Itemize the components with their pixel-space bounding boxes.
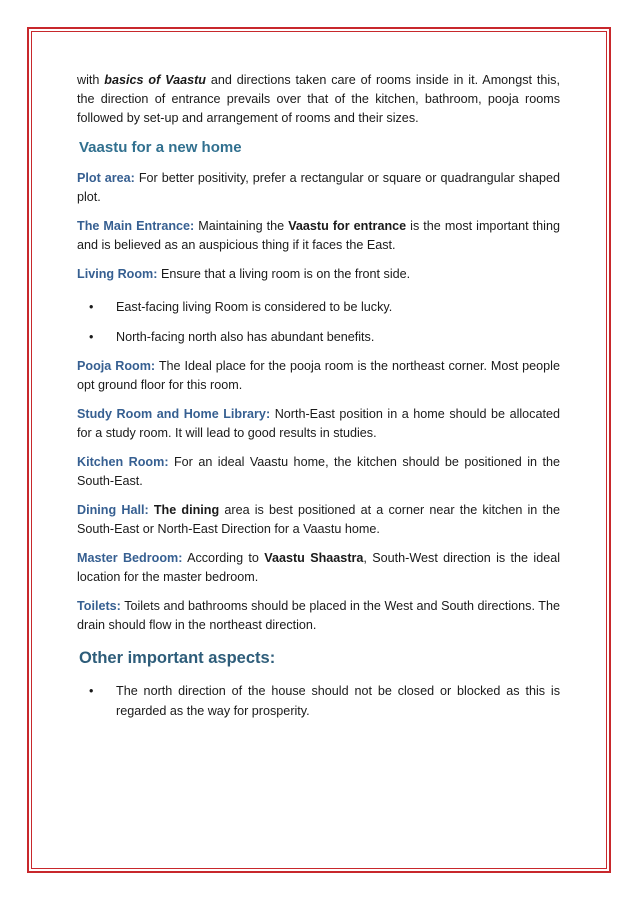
bullet-icon: • (89, 330, 94, 344)
list-item: • The north direction of the house should not be closed or blocked as this is regarded as the way for prosperity. (77, 681, 560, 721)
dining-hall-label: Dining Hall: (77, 503, 149, 517)
document-body (77, 71, 560, 732)
main-entrance-label: The Main Entrance: (77, 219, 195, 233)
kitchen-room-paragraph: Kitchen Room: For an ideal Vaastu home, the kitchen should be positioned in the South-East. (77, 455, 560, 488)
living-room-paragraph: Living Room: Ensure that a living room is on the front side. (77, 267, 411, 281)
plot-area-label: Plot area: (77, 171, 135, 185)
living-room-list (77, 298, 560, 347)
master-bedroom-label: Master Bedroom: (77, 551, 183, 565)
bullet-icon: • (89, 300, 94, 314)
pooja-room-label: Pooja Room: (77, 359, 156, 373)
main-entrance-paragraph: The Main Entrance: Maintaining the Vaastu for entrance is the most important thing and is believed as an auspicious thing if it faces the East. (77, 219, 560, 252)
other-aspects-list (77, 681, 560, 721)
section-heading-new-home: Vaastu for a new home (79, 139, 242, 156)
section-heading-other-aspects: Other important aspects: (79, 649, 276, 667)
master-bedroom-paragraph: Master Bedroom: According to Vaastu Shaastra, South-West direction is the ideal location for the master bedroom. (77, 551, 561, 584)
living-room-label: Living Room: (77, 267, 158, 281)
kitchen-room-label: Kitchen Room: (77, 455, 169, 469)
list-item: • East-facing living Room is considered to be lucky. (77, 298, 560, 317)
list-item: • North-facing north also has abundant benefits. (77, 328, 560, 347)
toilets-label: Toilets: (77, 599, 121, 613)
intro-paragraph: with basics of Vaastu and directions taken care of rooms inside in it. Amongst this, the direction of entrance prevails over that of the kitchen, bathroom, pooja rooms followed by set-up and arrangement of rooms and their sizes. (77, 73, 560, 125)
bullet-icon: • (89, 684, 94, 698)
plot-area-paragraph: Plot area: For better positivity, prefer a rectangular or square or quadrangular shaped plot. (77, 171, 560, 204)
intro-emphasis: basics of Vaastu (104, 73, 206, 87)
study-room-label: Study Room and Home Library: (77, 407, 271, 421)
study-room-paragraph: Study Room and Home Library: North-East position in a home should be allocated for a study room. It will lead to good results in studies. (77, 407, 560, 440)
pooja-room-paragraph: Pooja Room: The Ideal place for the pooja room is the northeast corner. Most people opt ground floor for this room. (77, 359, 560, 392)
dining-hall-paragraph: Dining Hall: The dining area is best positioned at a corner near the kitchen in the South-East or North-East Direction for a Vaastu home. (77, 503, 560, 536)
toilets-paragraph: Toilets: Toilets and bathrooms should be placed in the West and South directions. The drain should flow in the northeast direction. (77, 599, 560, 632)
